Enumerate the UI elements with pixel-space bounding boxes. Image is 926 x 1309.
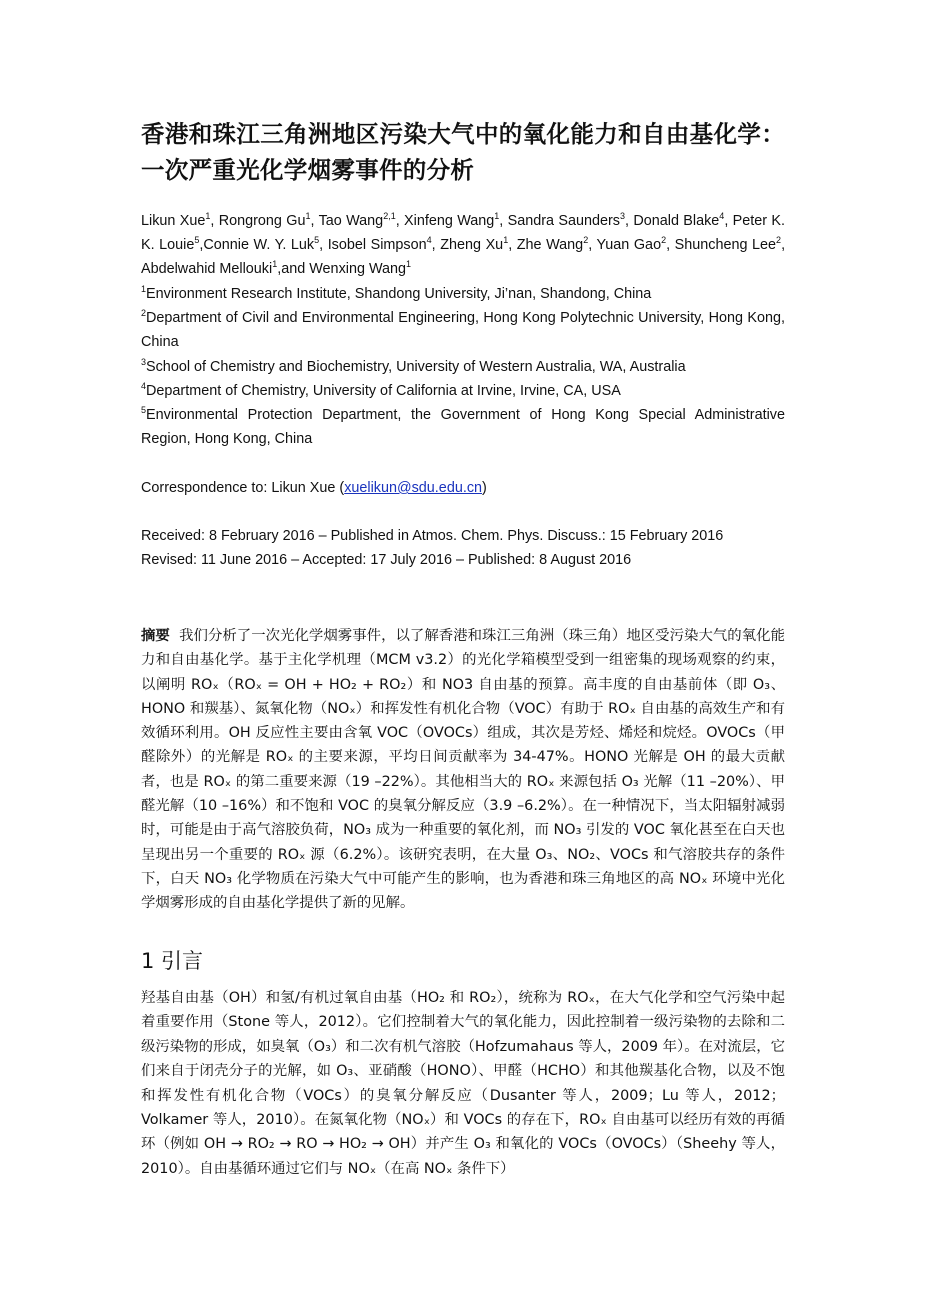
author: Zheng Xu$^1$ <box>440 235 509 254</box>
author-list: Likun Xue$^1$, Rongrong Gu$^1$, Tao Wang$^{2,1}$, Xinfeng Wang$^1$, Sandra Saunders$^3$, Donald Blake$^4$, Peter K. K. Louie$^5$,Connie W. Y. Luk$^5$, Isobel Simpson$^4$, Zheng Xu$^1$, Zhe Wang$^2$, Yuan Gao$^2$, Shuncheng Lee$^2$, Abdelwahid Mellouki$^1$,and Wenxing Wang$^1$ <box>141 211 786 278</box>
intro-paragraph: 羟基自由基（OH）和氢/有机过氧自由基（HO₂ 和 RO₂），统称为 ROₓ，在大气化学和空气污染中起着重要作用（Stone 等人，2012）。它们控制着大气的氧化能力，因此控制着一级污染物的去除和二级污染物的形成，如臭氧（O₃）和二次有机气溶胶（Hofzumahaus 等人，2009 年）。在对流层，它们来自于闭壳分子的光解，如 O₃、亚硝酸（HONO）、甲醛（HCHO）和其他羰基化合物，以及不饱和挥发性有机化合物（VOCs）的臭氧分解反应（Dusanter 等人，2009；Lu 等人，2012；Volkamer 等人，2010）。在氮氧化物（NOₓ）和 VOCs 的存在下，ROₓ 自由基可以经历有效的再循环（例如 OH → RO₂ → RO → HO₂ → OH）并产生 O₃ 和氧化的 VOCs（OVOCs）（Sheehy 等人，2010）。自由基循环通过它们与 NOₓ（在高 NOₓ 条件下） <box>141 990 785 1177</box>
affiliation: $^4$Department of Chemistry, University of California at Irvine, Irvine, CA, USA <box>141 380 621 399</box>
author: Rongrong Gu$^1$ <box>218 211 311 229</box>
author: Yuan Gao$^2$ <box>596 235 667 254</box>
author: Sandra Saunders$^3$ <box>507 211 625 229</box>
abstract-label: 摘要 <box>141 628 170 644</box>
abstract <box>141 624 785 916</box>
publication-dates <box>141 524 785 572</box>
affiliation-list <box>141 282 785 451</box>
abstract-text: 我们分析了一次光化学烟雾事件，以了解香港和珠江三角洲（珠三角）地区受污染大气的氧化能力和自由基化学。基于主化学机理（MCM v3.2）的光化学箱模型受到一组密集的现场观察的约束，以阐明 ROₓ（ROₓ = OH + HO₂ + RO₂）和 NO3 自由基的预算。高丰度的自由基前体（即 O₃、HONO 和羰基）、氮氧化物（NOₓ）和挥发性有机化合物（VOC）有助于 ROₓ 自由基的高效生产和有效循环利用。OH 反应性主要由含氧 VOC（OVOCs）组成，其次是芳烃、烯烃和烷烃。OVOCs（甲醛除外）的光解是 ROₓ 的主要来源，平均日间贡献率为 34-47%。HONO 光解是 OH 的最大贡献者，也是 ROₓ 的第二重要来源（19 –22%）。其他相当大的 ROₓ 来源包括 O₃ 光解（11 –20%）、甲醛光解（10 –16%）和不饱和 VOC 的臭氧分解反应（3.9 –6.2%）。在一种情况下，当太阳辐射减弱时，可能是由于高气溶胶负荷，NO₃ 成为一种重要的氧化剂，而 NO₃ 引发的 VOC 氧化甚至在白天也呈现出另一个重要的 ROₓ 源（6.2%）。该研究表明，在大量 O₃、NO₂、VOCs 和气溶胶共存的条件下，白天 NO₃ 化学物质在污染大气中可能产生的影响，也为香港和珠三角地区的高 NOₓ 环境中光化学烟雾形成的自由基化学提供了新的见解。 <box>141 628 785 912</box>
author: Abdelwahid Mellouki$^1$ <box>141 259 278 278</box>
author: Donald Blake$^4$ <box>633 211 725 229</box>
affiliation: $^1$Environment Research Institute, Shandong University, Ji’nan, Shandong, China <box>141 284 652 302</box>
author: Peter K. K. Louie$^5$ <box>141 213 785 254</box>
correspondence: Correspondence to: Likun Xue (xuelikun@sdu.edu.cn) <box>141 480 487 496</box>
affiliation: $^2$Department of Civil and Environmental Engineering, Hong Kong Polytechnic University, Hong Kong, China <box>141 308 785 351</box>
section-heading: 1 引言 <box>141 949 204 973</box>
author: Xinfeng Wang$^1$ <box>404 211 500 229</box>
author: Wenxing Wang$^1$ <box>309 259 412 278</box>
author: Zhe Wang$^2$ <box>516 235 589 254</box>
paper-title: 香港和珠江三角洲地区污染大气中的氧化能力和自由基化学：一次严重光化学烟雾事件的分析 <box>141 120 785 184</box>
affiliation: $^3$School of Chemistry and Biochemistry, University of Western Australia, WA, Australia <box>141 356 686 375</box>
email-link[interactable]: xuelikun@sdu.edu.cn <box>344 480 483 496</box>
affiliation: $^5$Environmental Protection Department, the Government of Hong Kong Special Administrative Region, Hong Kong, China <box>141 405 785 448</box>
author: Connie W. Y. Luk$^5$ <box>203 235 320 254</box>
author: Tao Wang$^{2,1}$ <box>318 211 396 229</box>
author: Isobel Simpson$^4$ <box>327 235 432 254</box>
received-line: Received: 8 February 2016 – Published in Atmos. Chem. Phys. Discuss.: 15 February 2016 <box>141 528 724 544</box>
revised-line: Revised: 11 June 2016 – Accepted: 17 July 2016 – Published: 8 August 2016 <box>141 552 632 569</box>
author: Likun Xue$^1$ <box>141 211 211 229</box>
author: Shuncheng Lee$^2$ <box>674 235 782 254</box>
